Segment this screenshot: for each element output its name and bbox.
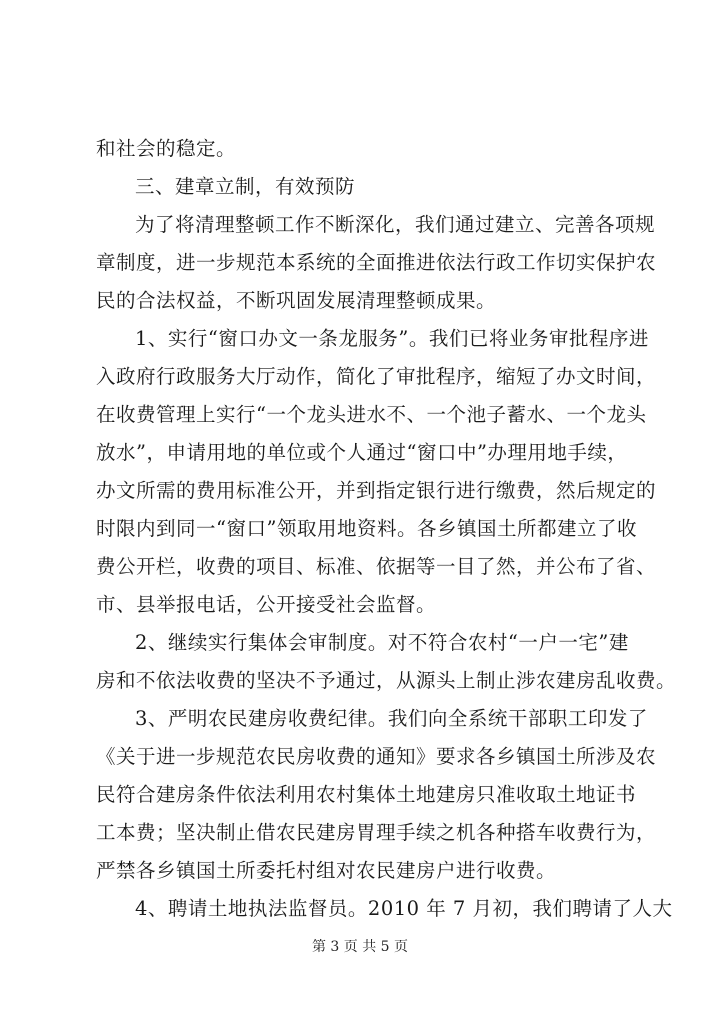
- text-line: 为了将清理整顿工作不断深化，我们通过建立、完善各项规: [135, 213, 656, 236]
- text-line: 入政府行政服务大厅动作，简化了审批程序，缩短了办文时间，: [96, 365, 657, 388]
- text-line: 1、实行“窗口办文一条龙服务”。我们已将业务审批程序进: [135, 327, 649, 350]
- text-line: 放水”，申请用地的单位或个人通过“窗口中”办理用地手续，: [96, 441, 628, 464]
- text-line: 4、聘请土地执法监督员。2010 年 7 月初，我们聘请了人大: [135, 897, 673, 920]
- text-line: 2、继续实行集体会审制度。对不符合农村“一户一宅”建: [135, 631, 629, 654]
- text-line: 时限内到同一“窗口”领取用地资料。各乡镇国土所都建立了收: [96, 517, 637, 540]
- text-line: 在收费管理上实行“一个龙头进水不、一个池子蓄水、一个龙头: [96, 403, 647, 426]
- text-line: 民符合建房条件依法利用农村集体土地建房只准收取土地证书: [96, 783, 637, 806]
- text-line: 3、严明农民建房收费纪律。我们向全系统干部职工印发了: [135, 707, 648, 730]
- text-line: 市、县举报电话，公开接受社会监督。: [96, 593, 437, 616]
- text-line: 费公开栏，收费的项目、标准、依据等一目了然，并公布了省、: [96, 555, 657, 578]
- text-line: 民的合法权益，不断巩固发展清理整顿成果。: [96, 289, 497, 312]
- text-line: 和社会的稳定。: [96, 137, 237, 160]
- text-line: 办文所需的费用标准公开，并到指定银行进行缴费，然后规定的: [96, 479, 657, 502]
- text-line: 工本费；坚决制止借农民建房胃理手续之机各种搭车收费行为，: [96, 821, 657, 844]
- section-heading: 三、建章立制，有效预防: [135, 175, 356, 198]
- text-line: 《关于进一步规范农民房收费的通知》要求各乡镇国土所涉及农: [96, 745, 657, 768]
- page-number-footer: 第 3 页 共 5 页: [311, 939, 409, 955]
- text-line: 房和不依法收费的坚决不予通过，从源头上制止涉农建房乱收费。: [96, 669, 677, 692]
- text-line: 章制度，进一步规范本系统的全面推进依法行政工作切实保护农: [96, 251, 657, 274]
- text-line: 严禁各乡镇国土所委托村组对农民建房户进行收费。: [96, 859, 557, 882]
